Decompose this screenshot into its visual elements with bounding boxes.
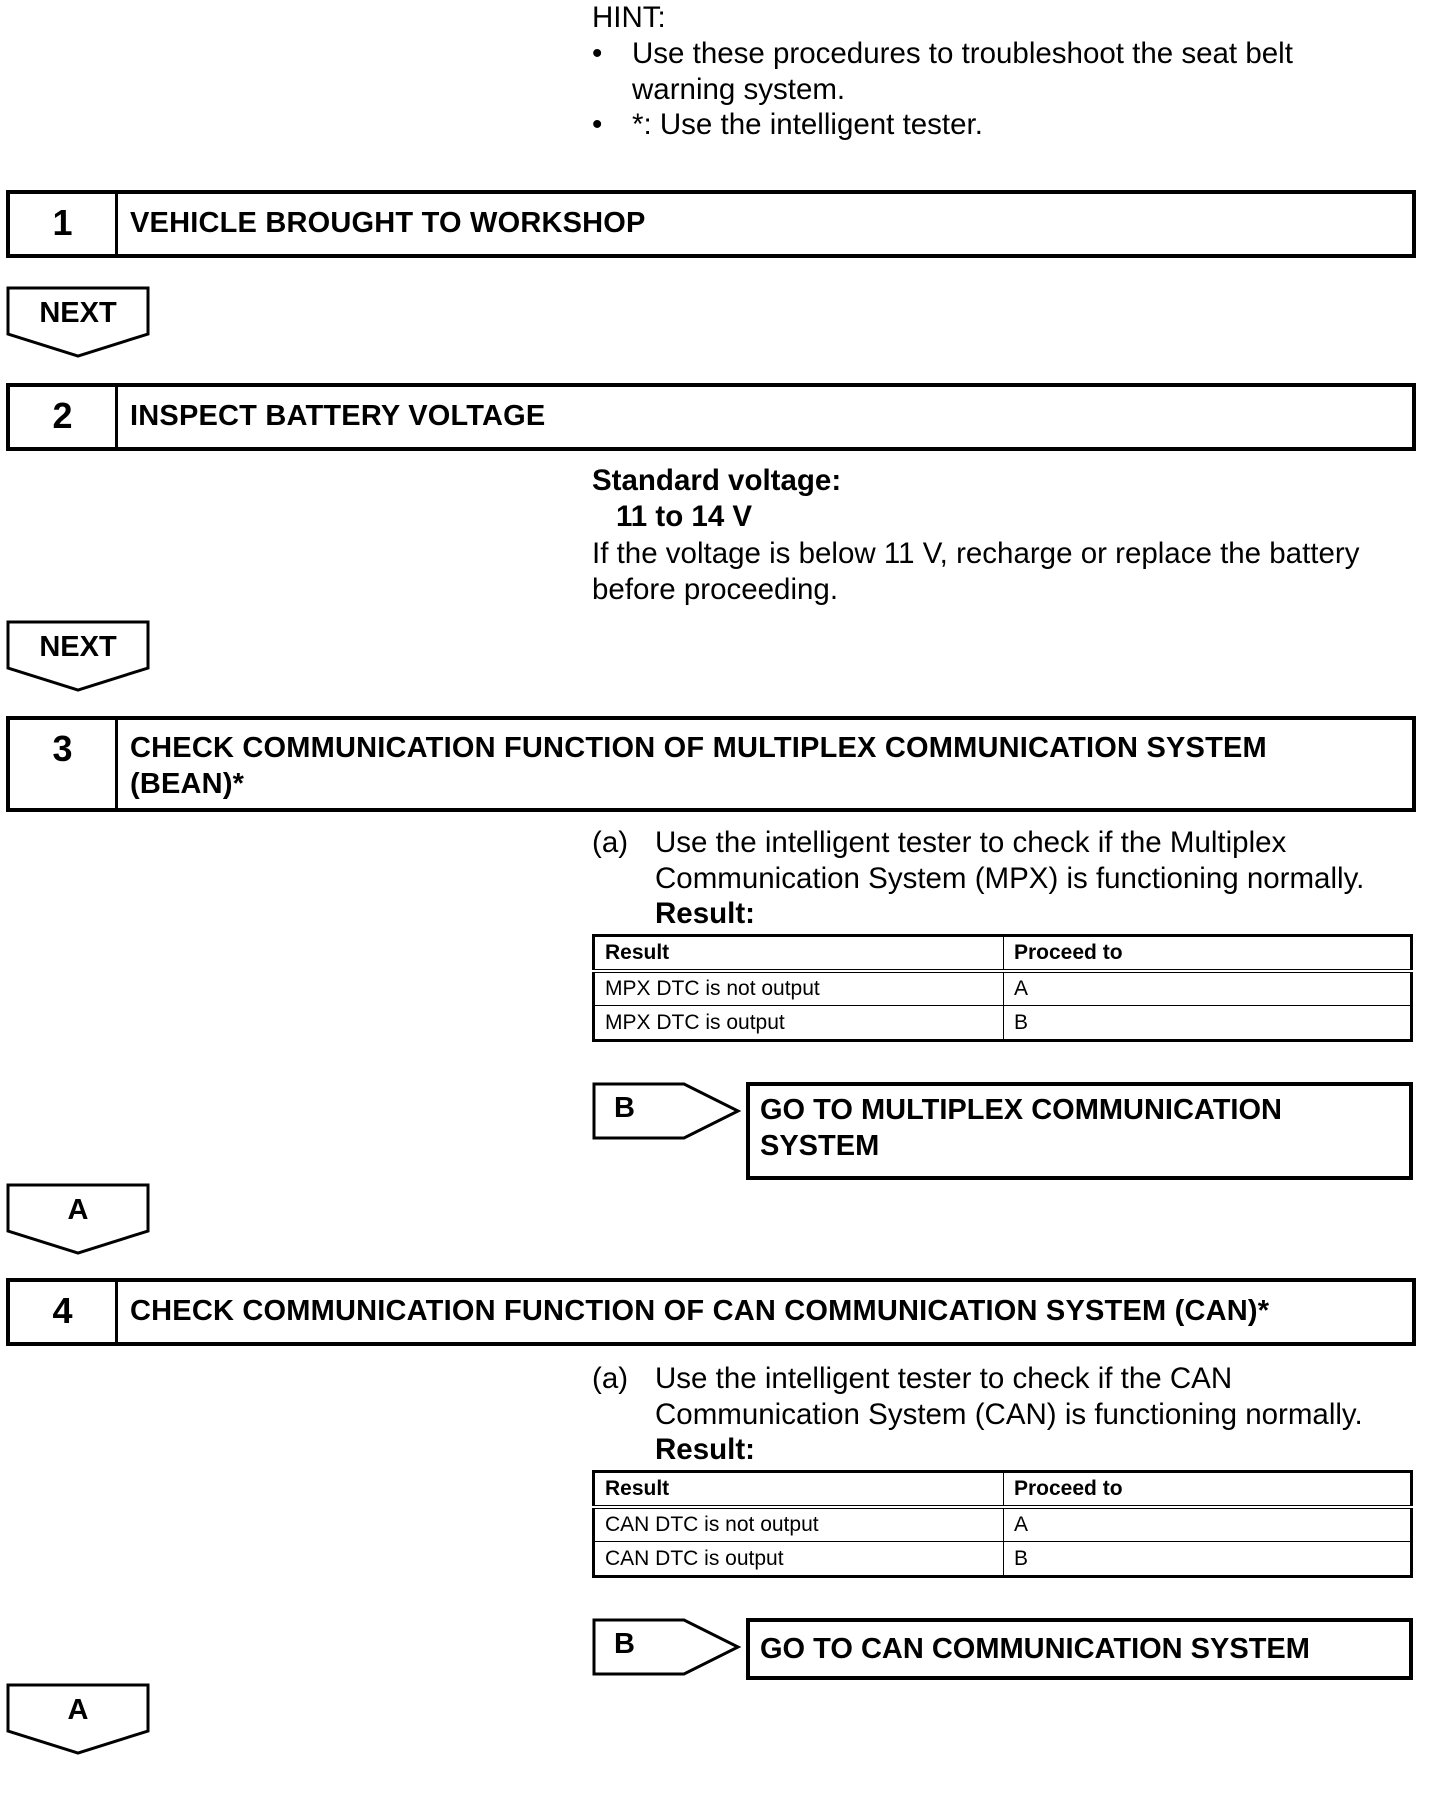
table-row xyxy=(594,1006,1412,1041)
table-cell: B xyxy=(1004,1006,1412,1041)
instruction-text: Communication System (MPX) is functioning normally. xyxy=(655,862,1365,895)
hint-item xyxy=(592,36,1293,72)
table-header-cell: Result xyxy=(594,1472,1004,1507)
goto-line: GO TO MULTIPLEX COMMUNICATION xyxy=(760,1094,1282,1126)
next-arrow xyxy=(6,620,150,692)
branch-a-arrow xyxy=(6,1683,150,1755)
goto-line: SYSTEM xyxy=(760,1130,880,1162)
flow-label: NEXT xyxy=(39,297,117,329)
step-number: 4 xyxy=(10,1282,118,1342)
step-title-line: CHECK COMMUNICATION FUNCTION OF MULTIPLEX COMMUNICATION SYSTEM xyxy=(130,732,1267,764)
branch-label: B xyxy=(614,1628,635,1660)
spec-label: Standard voltage: xyxy=(592,464,842,497)
table-cell: CAN DTC is output xyxy=(594,1542,1004,1577)
goto-text: GO TO CAN COMMUNICATION SYSTEM xyxy=(760,1633,1310,1665)
step-2-header xyxy=(6,383,1416,451)
instruction-text: Use the intelligent tester to check if the CAN xyxy=(655,1362,1233,1395)
note-text: before proceeding. xyxy=(592,573,839,606)
hint-item-text: warning system. xyxy=(632,73,846,106)
table-row xyxy=(594,1542,1412,1577)
table-cell: MPX DTC is not output xyxy=(594,971,1004,1006)
flow-label: A xyxy=(67,1194,89,1226)
branch-b-arrow xyxy=(592,1618,742,1676)
flow-label: A xyxy=(67,1694,89,1726)
instruction-text: Communication System (CAN) is functioning normally. xyxy=(655,1398,1363,1431)
bullet: • xyxy=(592,108,603,141)
table-cell: A xyxy=(1004,1507,1412,1542)
branch-label: B xyxy=(614,1092,635,1124)
step-title xyxy=(130,730,1402,802)
bullet: • xyxy=(592,37,603,70)
table-header-row xyxy=(594,1472,1412,1507)
step-number: 3 xyxy=(10,720,118,808)
step-marker: (a) xyxy=(592,1362,629,1395)
goto-box xyxy=(746,1082,1413,1180)
next-arrow xyxy=(6,286,150,358)
step-title: CHECK COMMUNICATION FUNCTION OF CAN COMMUNICATION SYSTEM (CAN)* xyxy=(130,1295,1270,1327)
spec-value: 11 to 14 V xyxy=(616,500,753,533)
table-header-cell: Result xyxy=(594,936,1004,971)
flow-label: NEXT xyxy=(39,631,117,663)
goto-box xyxy=(746,1618,1413,1680)
step-title: INSPECT BATTERY VOLTAGE xyxy=(130,400,546,432)
hint-label: HINT: xyxy=(592,1,666,34)
result-table xyxy=(592,1470,1413,1578)
step-1-header xyxy=(6,190,1416,258)
step-number: 2 xyxy=(10,387,118,447)
table-header-cell: Proceed to xyxy=(1004,1472,1412,1507)
hint-item-text: *: Use the intelligent tester. xyxy=(632,108,983,141)
step-marker: (a) xyxy=(592,826,629,859)
step-title-line: (BEAN)* xyxy=(130,768,245,800)
goto-text xyxy=(760,1092,1399,1164)
table-row xyxy=(594,1507,1412,1542)
step-number: 1 xyxy=(10,194,118,254)
step-3-header xyxy=(6,716,1416,812)
branch-a-arrow xyxy=(6,1183,150,1255)
table-row xyxy=(594,971,1412,1006)
table-cell: MPX DTC is output xyxy=(594,1006,1004,1041)
result-label: Result: xyxy=(655,1433,755,1466)
instruction-text: Use the intelligent tester to check if the Multiplex xyxy=(655,826,1287,859)
result-label: Result: xyxy=(655,897,755,930)
hint-item xyxy=(592,107,983,143)
table-cell: CAN DTC is not output xyxy=(594,1507,1004,1542)
table-header-cell: Proceed to xyxy=(1004,936,1412,971)
table-header-row xyxy=(594,936,1412,971)
step-4-header xyxy=(6,1278,1416,1346)
result-table xyxy=(592,934,1413,1042)
table-cell: A xyxy=(1004,971,1412,1006)
step-title: VEHICLE BROUGHT TO WORKSHOP xyxy=(130,207,646,239)
table-cell: B xyxy=(1004,1542,1412,1577)
branch-b-arrow xyxy=(592,1082,742,1140)
hint-item-text: Use these procedures to troubleshoot the seat belt xyxy=(632,37,1293,70)
note-text: If the voltage is below 11 V, recharge or replace the battery xyxy=(592,537,1360,570)
